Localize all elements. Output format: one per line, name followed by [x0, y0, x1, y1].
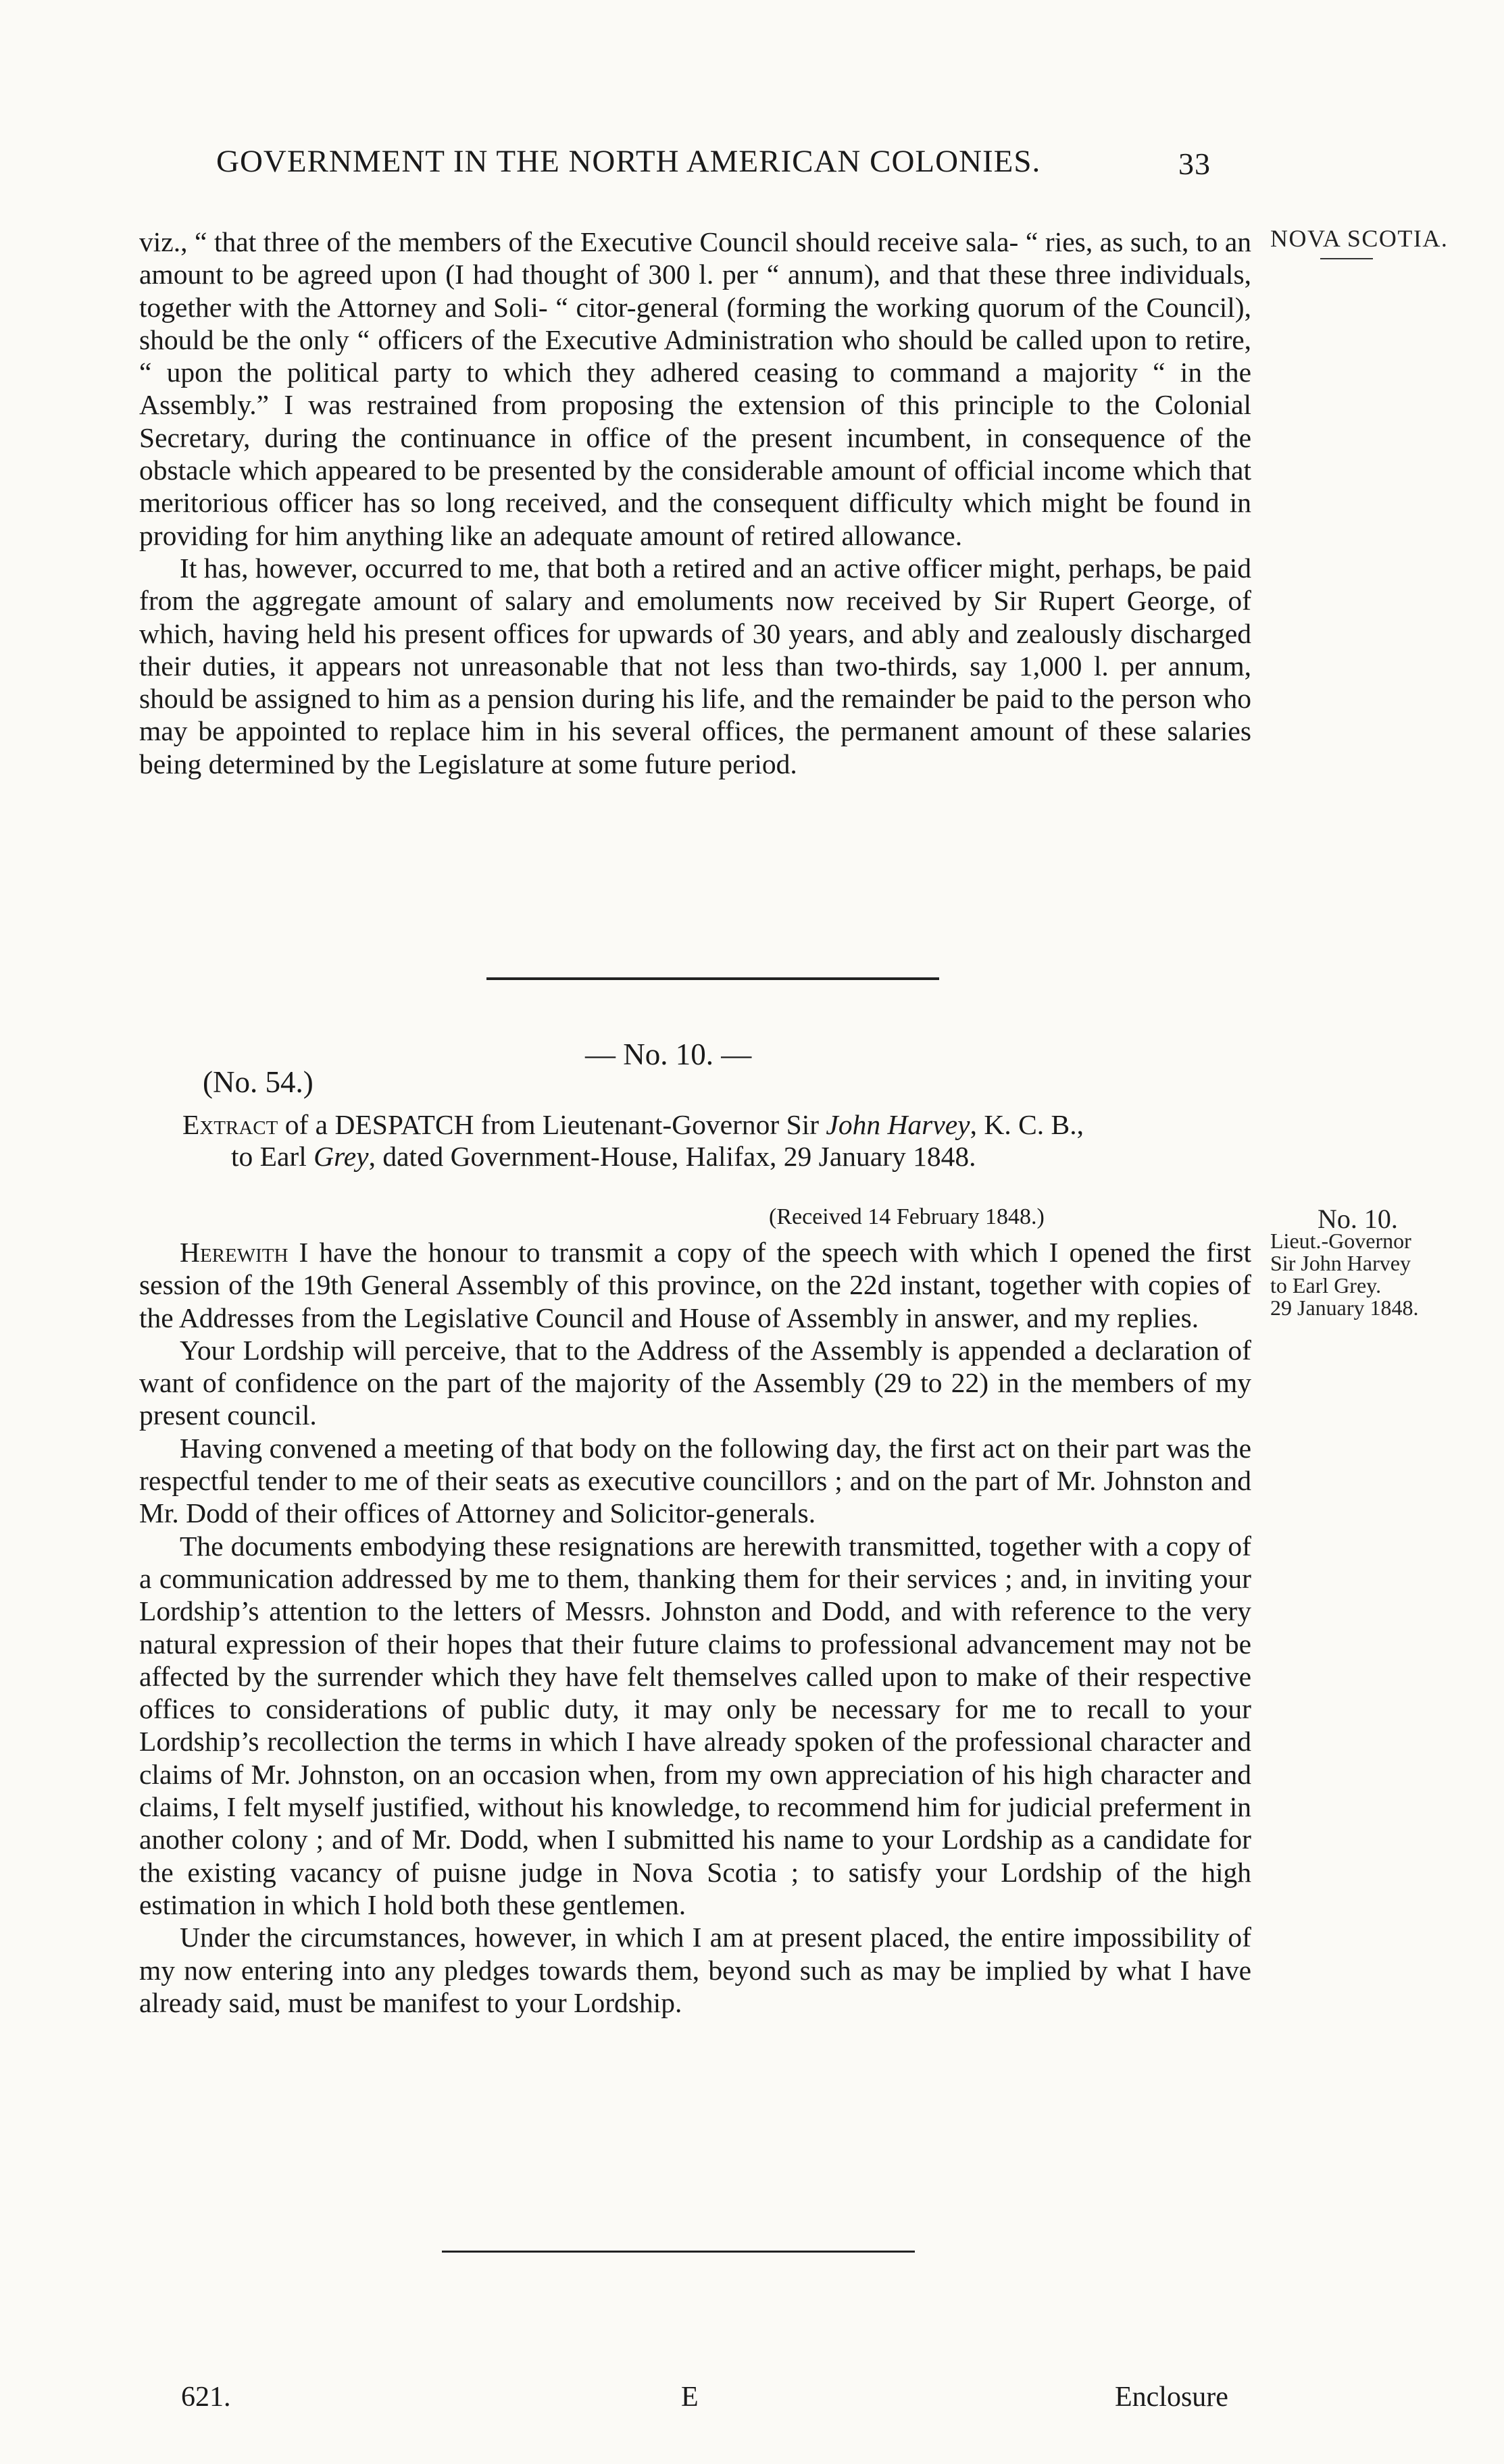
margin-note-line: Lieut.-Governor: [1270, 1229, 1411, 1253]
received-date: (Received 14 February 1848.): [769, 1204, 1045, 1229]
despatch-heading-line-1: [182, 1109, 1290, 1141]
end-divider: [442, 2251, 915, 2253]
heading-text: of a DESPATCH from Lieutenant-Governor Sir: [278, 1109, 826, 1140]
section-2-body: [139, 1236, 1251, 2019]
paragraph: Having convened a meeting of that body on the following day, the first act on their part was the respectful tender to me of their seats as executive councillors ; and on the part of Mr. Johnston and Mr. Dodd of their offices of Attorney and Solicitor-generals.: [139, 1432, 1251, 1529]
governor-honours: , K. C. B.,: [970, 1109, 1084, 1140]
despatch-heading-line-2: [182, 1141, 1290, 1173]
first-word: Herewith: [180, 1237, 289, 1268]
footer-signature-mark: E: [681, 2382, 699, 2413]
paragraph: Under the circumstances, however, in which I am at present placed, the entire impossibility of my now entering into any pledges towards them, beyond such as may be implied by what I have already said, must be manifest to your Lordship.: [139, 1922, 1251, 2018]
margin-note-number: No. 10.: [1318, 1204, 1398, 1234]
margin-colony-label: [1270, 225, 1473, 259]
margin-note: [1270, 1204, 1473, 1320]
margin-colony-text: NOVA SCOTIA.: [1270, 225, 1449, 252]
margin-note-line: to Earl Grey.: [1270, 1273, 1382, 1298]
heading-text: , dated Government-House, Halifax, 29 January 1848.: [368, 1141, 976, 1172]
governor-name: John Harvey: [826, 1109, 970, 1140]
margin-note-line: Sir John Harvey: [1270, 1251, 1411, 1275]
despatch-number: (No. 54.): [203, 1065, 314, 1099]
paragraph-text: I have the honour to transmit a copy of the speech with which I opened the first session of the 19th General Assembly of this province, on the 22d instant, together with copies of the Addresses from the Legislative Council and House of Assembly in answer, and my replies.: [139, 1237, 1251, 1333]
margin-note-line: 29 January 1848.: [1270, 1295, 1419, 1320]
section-1-body: [139, 226, 1251, 780]
paragraph: [139, 1236, 1251, 1334]
footer-sheet-number: 621.: [181, 2382, 231, 2413]
page-header-title: GOVERNMENT IN THE NORTH AMERICAN COLONIES.: [216, 144, 1041, 179]
paragraph: Your Lordship will perceive, that to the Address of the Assembly is appended a declaration of want of confidence on the part of the majority of the Assembly (29 to 22) in the members of my present council.: [139, 1334, 1251, 1431]
paragraph: It has, however, occurred to me, that both a retired and an active officer might, perhaps, be paid from the aggregate amount of salary and emoluments now received by Sir Rupert George, of which, having held his present offices for upwards of 30 years, and ably and zealously discharged their duties, it appears not unreasonable that not less than two-thirds, say 1,000 l. per annum, should be assigned to him as a pension during his life, and the remainder be paid to the person who may be appointed to replace him in his several offices, the permanent amount of these salaries being determined by the Legislature at some future period.: [139, 552, 1251, 779]
page-number: 33: [1178, 147, 1211, 181]
paragraph: The documents embodying these resignations are herewith transmitted, together with a copy of a communication addressed by me to them, thanking them for their services ; and, in inviting your Lordship’s attention to the letters of Messrs. Johnston and Dodd, and with reference to the very natural expression of their hopes that their future claims to professional advancement may not be affected by the surrender which they have felt themselves called upon to make of their respective offices to considerations of public duty, it may only be necessary for me to recall to your Lordship’s recollection the terms in which I have already spoken of the professional character and claims of Mr. Johnston, on an occasion when, from my own appreciation of his high character and claims, I felt myself justified, without his knowledge, to recommend him for judicial preferment in another colony ; and of Mr. Dodd, when I submitted his name to your Lordship as a candidate for the existing vacancy of puisne judge in Nova Scotia ; to satisfy your Lordship of the high estimation in which I hold both these gentlemen.: [139, 1530, 1251, 1920]
footer-catchword: Enclosure: [1115, 2382, 1228, 2413]
section-divider: [486, 977, 939, 980]
recipient-name: Grey: [314, 1141, 369, 1172]
document-number: — No. 10. —: [585, 1037, 752, 1071]
heading-text: to Earl: [231, 1141, 314, 1172]
despatch-heading: [182, 1109, 1290, 1173]
paragraph: viz., “ that three of the members of the Executive Council should receive sala- “ ries, as such, to an amount to be agreed upon (I had thought of 300 l. per “ annum), and that these three individuals, together with the Attorney and Soli- “ citor-general (forming the working quorum of the Council), should be the only “ officers of the Executive Administration who should be called upon to retire, “ upon the political party to which they adhered ceasing to command a majority “ in the Assembly.” I was restrained from proposing the extension of this principle to the Colonial Secretary, during the continuance in office of the present incumbent, in consequence of the obstacle which appeared to be presented by the considerable amount of official income which that meritorious officer has so long received, and the consequent difficulty which might be found in providing for him anything like an adequate amount of retired allowance.: [139, 226, 1251, 551]
margin-dash: [1320, 258, 1373, 259]
extract-word: Extract: [182, 1109, 278, 1140]
